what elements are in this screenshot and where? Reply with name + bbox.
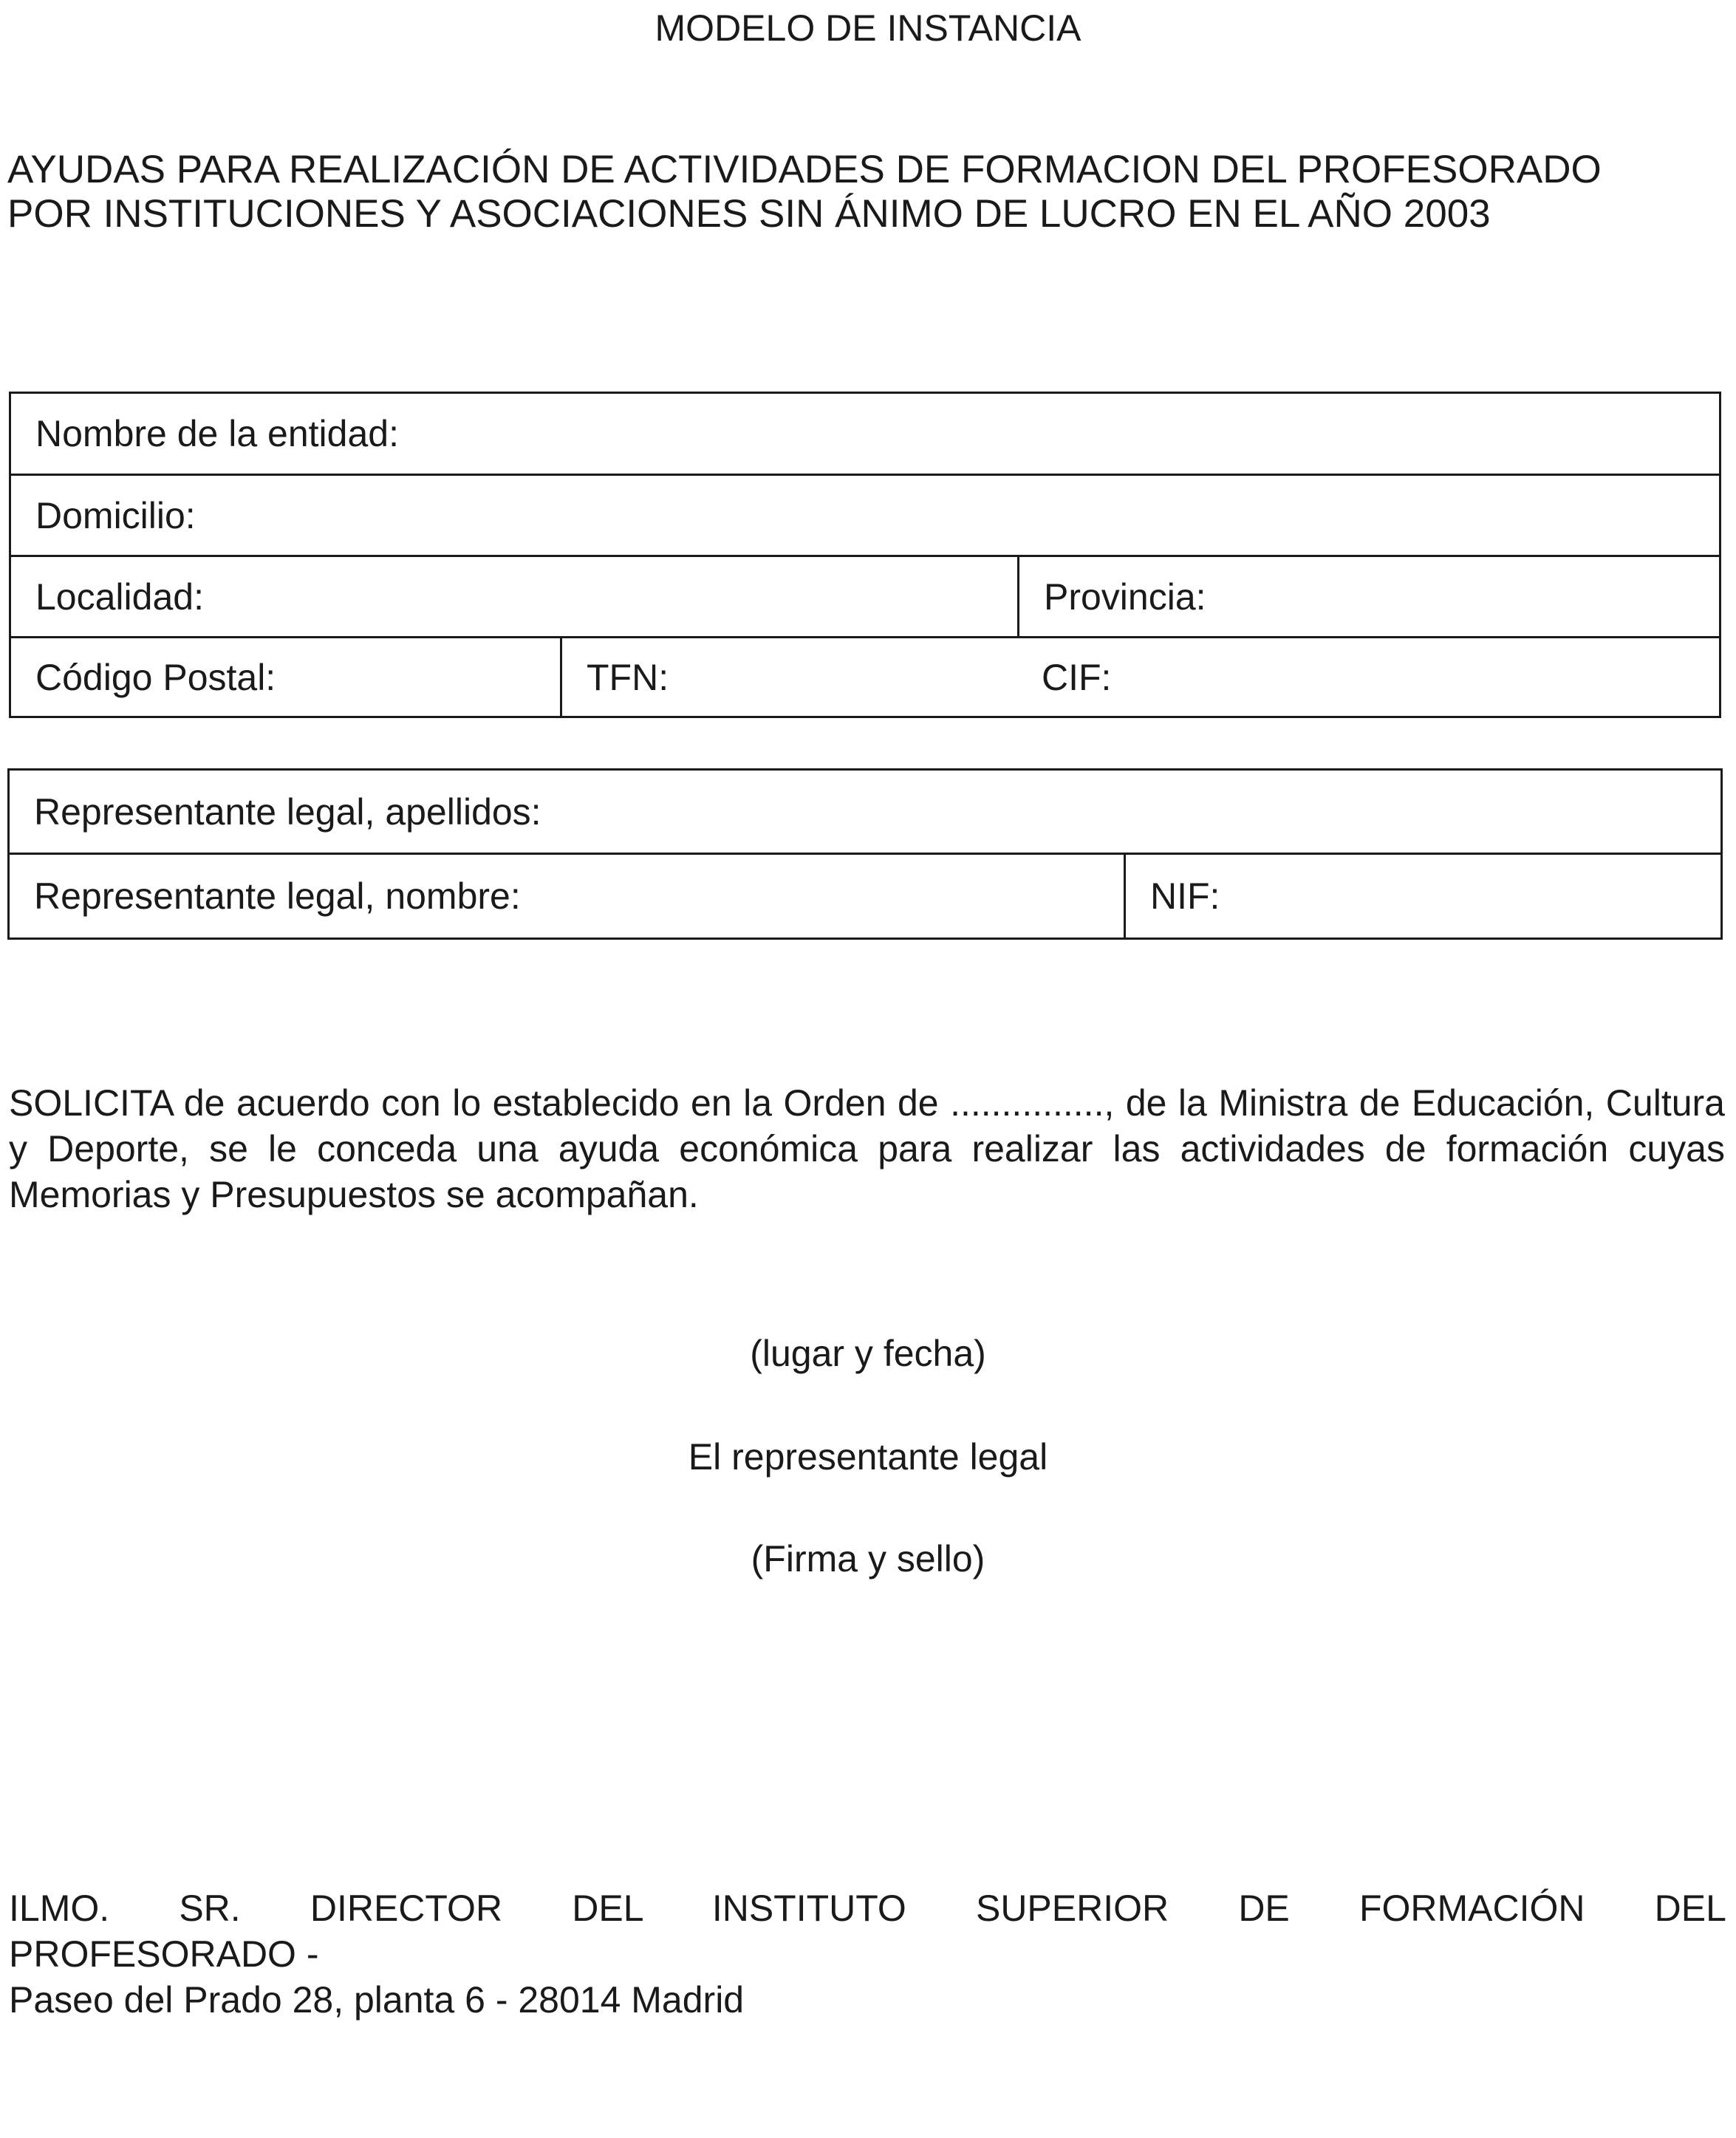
nif-field[interactable] [1124, 855, 1720, 937]
locality-field[interactable] [11, 557, 1017, 636]
addressee-word: SR. [179, 1888, 241, 1929]
entity-name-label: Nombre de la entidad: [35, 413, 399, 454]
phone-field[interactable] [560, 638, 1017, 716]
subtitle-line-2: POR INSTITUCIONES Y ASOCIACIONES SIN ÁNIMO DE LUCRO EN EL AÑO 2003 [7, 192, 1491, 236]
phone-label: TFN: [587, 656, 669, 698]
address-field[interactable] [11, 476, 1719, 555]
request-paragraph: SOLICITA de acuerdo con lo establecido en la Orden de ..............., de la Ministra de Educación, Cultura y Deporte, se le conceda una ayuda económica para realizar las actividades de formación cuyas Memorias y Presupuestos se acompañan. [9, 1082, 1725, 1215]
nif-label: NIF: [1150, 875, 1220, 917]
addressee-line-1 [9, 1885, 1726, 1931]
addressee-word: FORMACIÓN [1359, 1888, 1585, 1929]
cif-label: CIF: [1042, 656, 1112, 698]
cif-field[interactable] [1017, 638, 1719, 716]
addressee-block [9, 1885, 1726, 2023]
postal-code-field[interactable] [11, 638, 560, 716]
subtitle-line-1: AYUDAS PARA REALIZACIÓN DE ACTIVIDADES DE FORMACION DEL PROFESORADO [7, 148, 1602, 191]
sign-seal-label: (Firma y sello) [751, 1538, 985, 1579]
addressee-word: SUPERIOR [975, 1888, 1169, 1929]
addressee-address: Paseo del Prado 28, planta 6 - 28014 Madrid [9, 1979, 745, 2021]
locality-label: Localidad: [35, 576, 204, 618]
representative-label: El representante legal [688, 1436, 1048, 1478]
rep-name-field[interactable] [10, 855, 1124, 937]
rep-name-row [10, 855, 1720, 937]
document-subtitle [7, 148, 1729, 236]
rep-surname-row [10, 771, 1720, 855]
entity-name-field[interactable] [11, 394, 1719, 474]
place-date-label: (lugar y fecha) [750, 1333, 986, 1374]
addressee-line-2: PROFESORADO - [9, 1933, 319, 1975]
address-label: Domicilio: [35, 494, 196, 536]
rep-surname-label: Representante legal, apellidos: [34, 790, 541, 833]
locality-row [11, 557, 1719, 638]
address-row [11, 476, 1719, 557]
entity-form-table [9, 392, 1721, 718]
addressee-word: DEL [572, 1888, 643, 1929]
addressee-word: DIRECTOR [310, 1888, 503, 1929]
addressee-word: DE [1238, 1888, 1290, 1929]
province-label: Provincia: [1044, 576, 1206, 618]
addressee-word: DEL [1654, 1888, 1726, 1929]
rep-name-label: Representante legal, nombre: [34, 875, 521, 917]
postal-row [11, 638, 1719, 716]
document-title: MODELO DE INSTANCIA [655, 7, 1081, 49]
entity-name-row [11, 394, 1719, 476]
rep-surname-field[interactable] [10, 771, 1720, 853]
addressee-word: ILMO. [9, 1888, 110, 1929]
postal-code-label: Código Postal: [35, 656, 276, 698]
addressee-word: INSTITUTO [711, 1888, 906, 1929]
representative-form-table [7, 768, 1723, 940]
province-field[interactable] [1017, 557, 1719, 636]
